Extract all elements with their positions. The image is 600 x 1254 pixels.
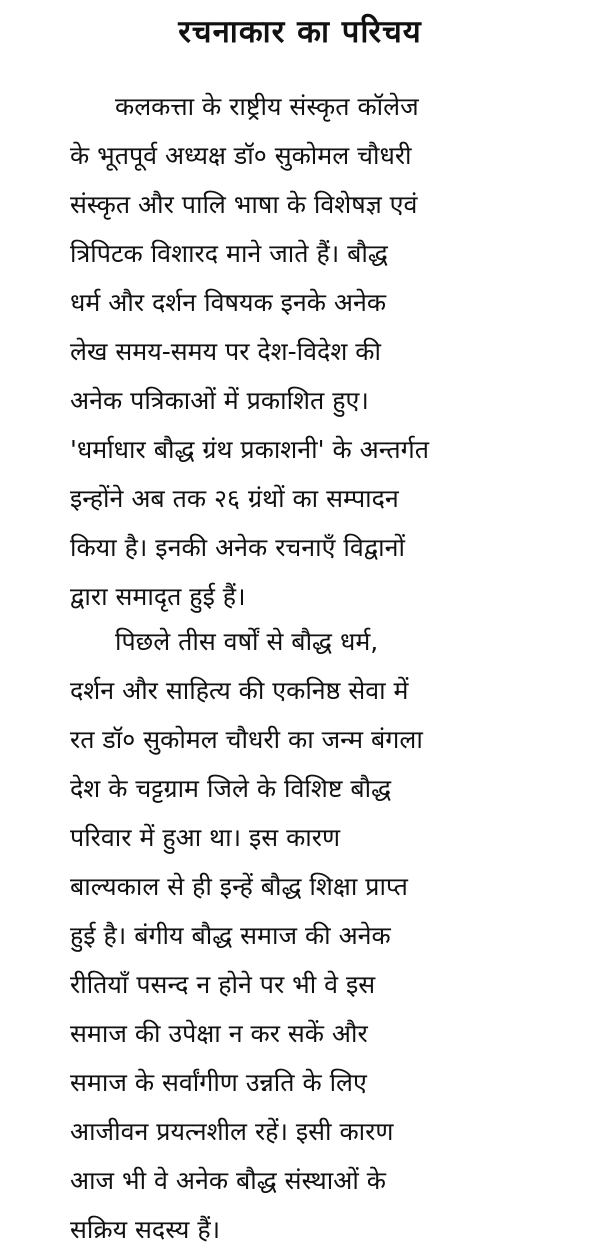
text-line: देश के चट्टग्राम जिले के विशिष्ट बौद्ध (70, 774, 392, 803)
text-line: 'धर्माधार बौद्ध ग्रंथ प्रकाशनी' के अन्तर्गत (70, 435, 429, 464)
text-line: आज भी वे अनेक बौद्ध संस्थाओं के (70, 1166, 386, 1195)
text-line: इन्होंने अब तक २६ ग्रंथों का सम्पादन (70, 484, 399, 513)
text-line: परिवार में हुआ था। इस कारण (70, 823, 341, 852)
text-line: समाज के सर्वांगीण उन्नति के लिए (70, 1068, 367, 1097)
text-line: समाज की उपेक्षा न कर सकें और (70, 1019, 368, 1048)
text-line: किया है। इनकी अनेक रचनाएँ विद्वानों (70, 533, 405, 562)
text-line: धर्म और दर्शन विषयक इनके अनेक (70, 288, 387, 317)
text-line: दर्शन और साहित्य की एकनिष्ठ सेवा में (70, 676, 409, 705)
text-line: द्वारा समादृत हुई हैं। (70, 582, 246, 611)
text-line: संस्कृत और पालि भाषा के विशेषज्ञ एवं (70, 190, 418, 219)
page-title: रचनाकार का परिचय (178, 14, 422, 50)
text-line: कलकत्ता के राष्ट्रीय संस्कृत कॉलेज (115, 92, 419, 121)
text-line: आजीवन प्रयत्नशील रहें। इसी कारण (70, 1117, 394, 1146)
text-line: पिछले तीस वर्षों से बौद्ध धर्म, (115, 627, 379, 656)
text-line: रीतियाँ पसन्द न होने पर भी वे इस (70, 970, 376, 999)
paragraph-2 (70, 617, 525, 1254)
text-line: लेख समय-समय पर देश-विदेश की (70, 337, 381, 366)
text-line: अनेक पत्रिकाओं में प्रकाशित हुए। (70, 386, 369, 415)
text-line: रत डॉ० सुकोमल चौधरी का जन्म बंगला (70, 725, 423, 754)
text-line: सक्रिय सदस्य हैं। (70, 1215, 221, 1244)
text-line: त्रिपिटक विशारद माने जाते हैं। बौद्ध (70, 239, 388, 268)
text-line: हुई है। बंगीय बौद्ध समाज की अनेक (70, 921, 391, 950)
paragraph-1 (70, 82, 525, 621)
text-line: के भूतपूर्व अध्यक्ष डॉ० सुकोमल चौधरी (70, 141, 412, 170)
text-line: बाल्यकाल से ही इन्हें बौद्ध शिक्षा प्राप्त (70, 872, 408, 901)
